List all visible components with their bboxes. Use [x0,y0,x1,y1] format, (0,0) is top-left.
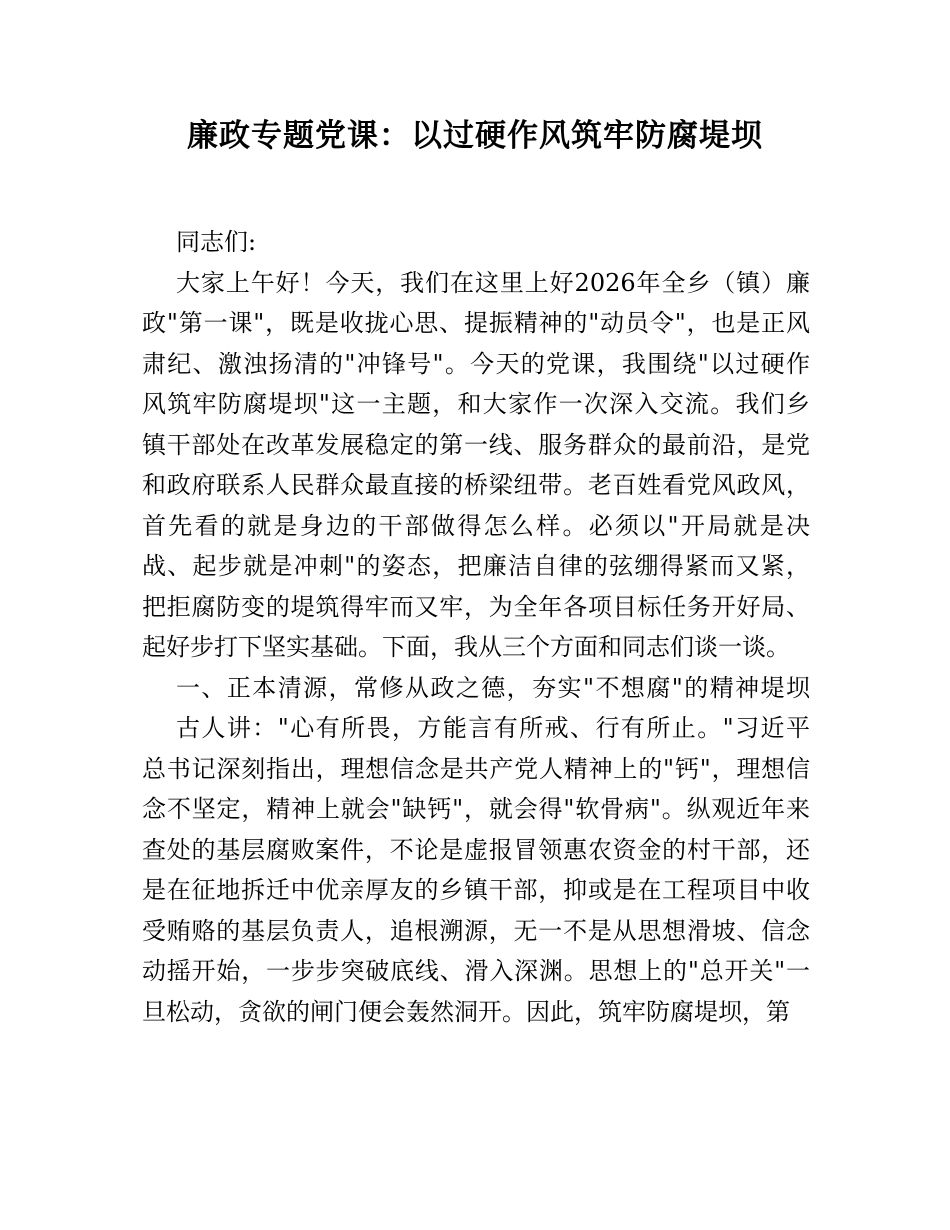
text-line: 受贿赂的基层负责人，追根溯源，无一不是从思想滑坡、信念 [142,916,810,945]
text-line: 风筑牢防腐堤坝"这一主题，和大家作一次深入交流。我们乡 [142,390,810,418]
text-line: 古人讲："心有所畏，方能言有所戒、行有所止。"习近平 [176,714,810,742]
paragraph [142,708,810,1032]
text-line: 首先看的就是身边的干部做得怎么样。必须以"开局就是决 [142,511,810,540]
text-line: 动摇开始，一步步突破底线、滑入深渊。思想上的"总开关"一 [142,957,810,985]
section-heading [142,668,810,709]
text-line: 政"第一课"，既是收拢心思、提振精神的"动员令"，也是正风 [142,309,810,337]
text-line: 旦松动，贪欲的闸门便会轰然洞开。因此，筑牢防腐堤坝，第 [142,997,790,1026]
text-line: 把拒腐防变的堤筑得牢而又牢，为全年各项目标任务开好局、 [142,592,810,621]
text-line: 念不坚定，精神上就会"缺钙"，就会得"软骨病"。纵观近年来 [142,795,810,823]
paragraph [142,263,810,668]
text-line: 战、起步就是冲刺"的姿态，把廉洁自律的弦绷得紧而又紧， [142,552,810,580]
document-body [142,222,810,1032]
text-line: 镇干部处在改革发展稳定的第一线、服务群众的最前沿，是党 [142,430,810,459]
text-line: 起好步打下坚实基础。下面，我从三个方面和同志们谈一谈。 [142,633,790,661]
text-line: 大家上午好！今天，我们在这里上好2026年全乡（镇）廉 [176,268,810,297]
paragraph [142,222,810,263]
text-line: 同志们: [176,228,257,256]
text-line: 肃纪、激浊扬清的"冲锋号"。今天的党课，我围绕"以过硬作 [142,349,810,378]
text-line: 查处的基层腐败案件，不论是虚报冒领惠农资金的村干部，还 [142,835,810,864]
text-line: 和政府联系人民群众最直接的桥梁纽带。老百姓看党风政风， [142,471,810,499]
text-line: 是在征地拆迁中优亲厚友的乡镇干部，抑或是在工程项目中收 [142,876,810,904]
text-line: 一、正本清源，常修从政之德，夯实"不想腐"的精神堤坝 [176,673,810,702]
text-line: 总书记深刻指出，理想信念是共产党人精神上的"钙"，理想信 [142,754,810,783]
document-title: 廉政专题党课：以过硬作风筑牢防腐堤坝 [187,118,763,154]
